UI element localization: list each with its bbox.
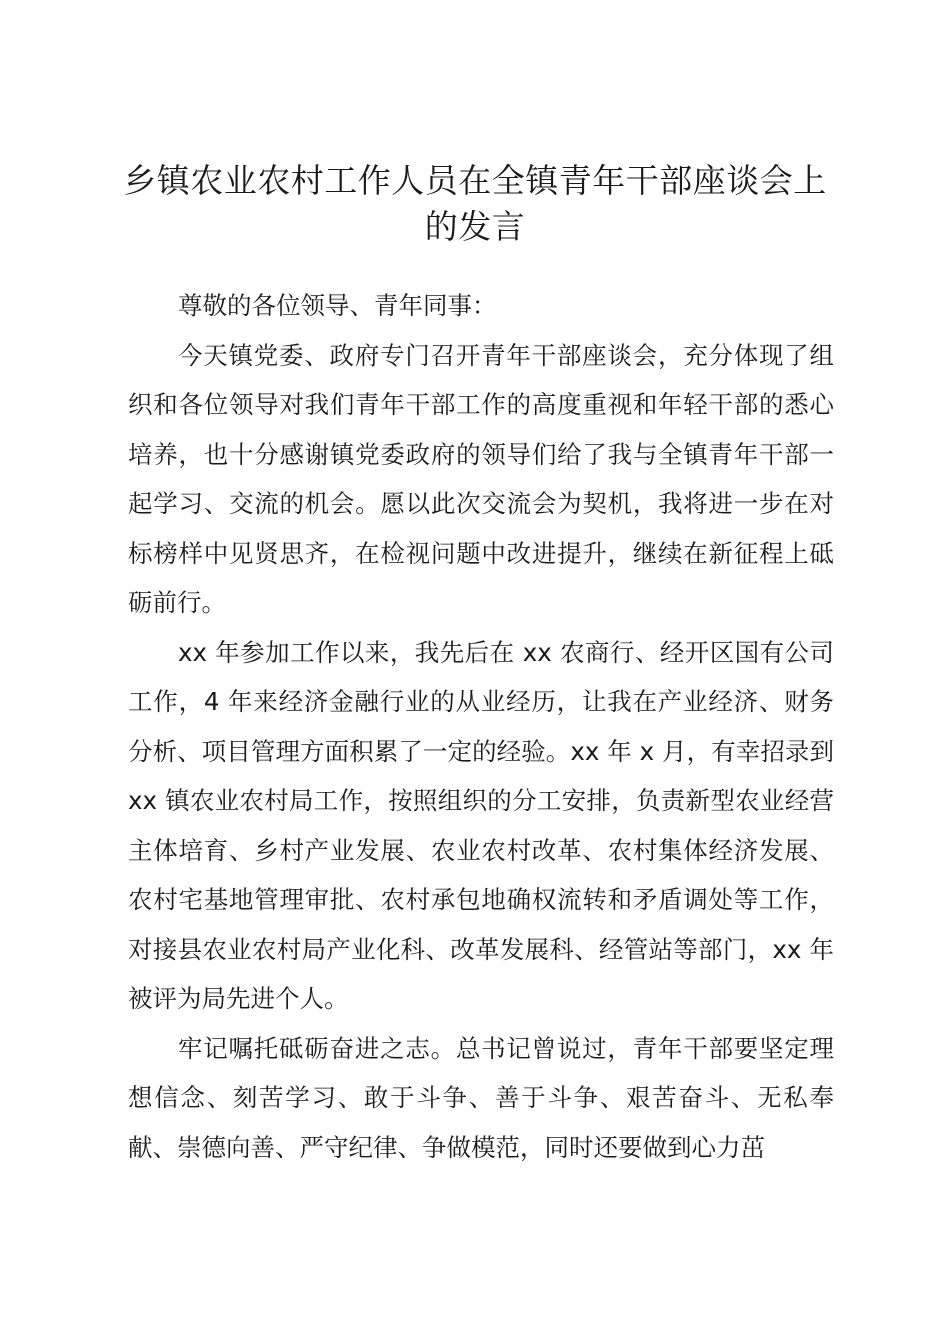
paragraph-3: 牢记嘱托砥砺奋进之志。总书记曾说过，青年干部要坚定理想信念、刻苦学习、敢于斗争、善于斗争、艰苦奋斗、无私奉献、崇德向善、严守纪律、争做模范，同时还要做到心力茁 (128, 1033, 834, 1162)
document-body (128, 281, 834, 1172)
paragraph-2: xx 年参加工作以来，我先后在 xx 农商行、经开区国有公司工作，4 年来经济金融行业的从业经历，让我在产业经济、财务分析、项目管理方面积累了一定的经验。xx 年 x 月，有幸招录到 xx 镇农业农村局工作，按照组织的分工安排，负责新型农业经营主体培育、乡村产业发展、农业农村改革、农村集体经济发展、农村宅基地管理审批、农村承包地确权流转和矛盾调处等工作，对接县农业农村局产业化科、改革发展科、经管站等部门，xx 年被评为局先进个人。 (128, 637, 834, 1013)
salutation: 尊敬的各位领导、青年同事： (178, 291, 497, 320)
paragraph-1: 今天镇党委、政府专门召开青年干部座谈会，充分体现了组织和各位领导对我们青年干部工作的高度重视和年轻干部的悉心培养，也十分感谢镇党委政府的领导们给了我与全镇青年干部一起学习、交流的机会。愿以此次交流会为契机，我将进一步在对标榜样中见贤思齐，在检视问题中改进提升，继续在新征程上砥砺前行。 (128, 340, 834, 617)
document-title: 乡镇农业农村工作人员在全镇青年干部座谈会上的发言 (123, 161, 827, 246)
